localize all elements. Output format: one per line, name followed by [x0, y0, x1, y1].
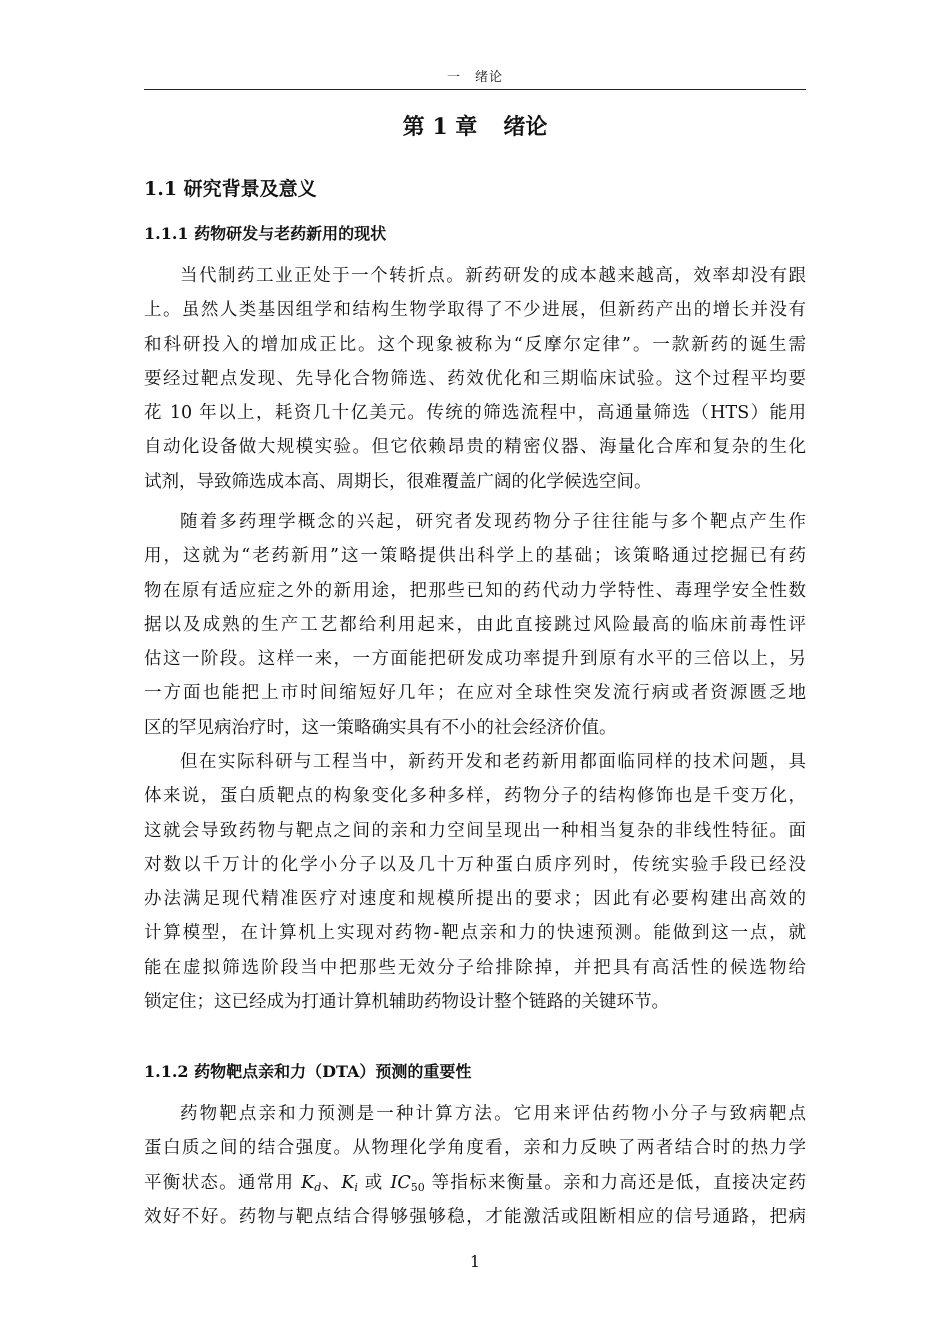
- text-line: 区的罕见病治疗时，这一策略确实具有不小的社会经济价值。: [144, 717, 617, 738]
- text-line: 能在虚拟筛选阶段当中把那些无效分子给排除掉，并把具有高活性的候选物给: [144, 957, 806, 978]
- text-line: 一方面也能把上市时间缩短好几年；在应对全球性突发流行病或者资源匮乏地: [144, 683, 806, 704]
- ki-symbol: $K_i$: [341, 1172, 358, 1194]
- text-line: 但在实际科研与工程当中，新药开发和老药新用都面临同样的技术问题，具: [180, 752, 806, 772]
- text-line: 体来说，蛋白质靶点的构象变化多种多样，药物分子的结构修饰也是千变万化，: [144, 786, 806, 807]
- chapter-number: 第 1 章: [402, 114, 478, 140]
- section-heading-1-1: 1.1 研究背景及意义: [144, 178, 317, 200]
- text-line: 当代制药工业正处于一个转折点。新药研发的成本越来越高，效率却没有跟: [180, 266, 806, 286]
- paragraph-1-1-1-b: [144, 505, 806, 745]
- text-line: 试剂，导致筛选成本高、周期长，很难覆盖广阔的化学候选空间。: [144, 471, 652, 492]
- paragraph-1-1-1-a: [144, 259, 806, 499]
- text-line: 效好不好。药物与靶点结合得够强够稳，才能激活或阻断相应的信号通路，把病: [144, 1206, 806, 1227]
- ic50-symbol: $IC_{50}$: [390, 1172, 425, 1194]
- text-line: 要经过靶点发现、先导化合物筛选、药效优化和三期临床试验。这个过程平均要: [144, 368, 806, 389]
- text-line: 这就会导致药物与靶点之间的亲和力空间呈现出一种相当复杂的非线性特征。面: [144, 820, 806, 841]
- text-line: 花 10 年以上，耗资几十亿美元。传统的筛选流程中，高通量筛选（HTS）能用: [144, 403, 806, 424]
- paragraph-1-1-1-c: [144, 745, 806, 1019]
- text-line: 用，这就为“老药新用”这一策略提供出科学上的基础；该策略通过挖掘已有药: [144, 546, 806, 567]
- section-heading-1-1-2: 1.1.2 药物靶点亲和力（DTA）预测的重要性: [144, 1062, 472, 1081]
- text-line: 据以及成熟的生产工艺都给利用起来，由此直接跳过风险最高的临床前毒性评: [144, 614, 806, 635]
- running-header: 一 绪论: [446, 70, 503, 85]
- text-line: 办法满足现代精准医疗对速度和规模所提出的要求；因此有必要构建出高效的: [144, 889, 806, 910]
- text-line: 上。虽然人类基因组学和结构生物学取得了不少进展，但新药产出的增长并没有: [144, 300, 806, 321]
- chapter-name: 绪论: [503, 114, 548, 140]
- chapter-title: [144, 110, 806, 141]
- text-line: 和科研投入的增加成正比。这个现象被称为“反摩尔定律”。一款新药的诞生需: [144, 334, 806, 355]
- text-line: 对数以千万计的化学小分子以及几十万种蛋白质序列时，传统实验手段已经没: [144, 854, 806, 875]
- section-heading-1-1-1: 1.1.1 药物研发与老药新用的现状: [144, 224, 387, 243]
- text-line: 药物靶点亲和力预测是一种计算方法。它用来评估药物小分子与致病靶点: [180, 1104, 806, 1124]
- text-line: 估这一阶段。这样一来，一方面能把研发成功率提升到原有水平的三倍以上，另: [144, 649, 806, 670]
- header-rule: [144, 89, 806, 90]
- text-line: 随着多药理学概念的兴起，研究者发现药物分子往往能与多个靶点产生作: [180, 512, 806, 532]
- text-line: 蛋白质之间的结合强度。从物理化学角度看，亲和力反映了两者结合时的热力学: [144, 1138, 806, 1159]
- text-line: 物在原有适应症之外的新用途，把那些已知的药代动力学特性、毒理学安全性数: [144, 580, 806, 601]
- text-line: 计算模型，在计算机上实现对药物-靶点亲和力的快速预测。能做到这一点，就: [144, 923, 806, 944]
- text-line: 锁定住；这已经成为打通计算机辅助药物设计整个链路的关键环节。: [144, 992, 669, 1013]
- kd-symbol: $K_d$: [301, 1172, 322, 1194]
- text-line: 自动化设备做大规模实验。但它依赖昂贵的精密仪器、海量化合库和复杂的生化: [144, 437, 806, 458]
- text-line-with-math: 平衡状态。通常用 $K_d$、$K_i$ 或 $IC_{50}$ 等指标来衡量。亲和力高还是低，直接决定药: [144, 1172, 806, 1194]
- page-number: 1: [469, 1252, 481, 1271]
- paragraph-1-1-2-a: [144, 1097, 806, 1234]
